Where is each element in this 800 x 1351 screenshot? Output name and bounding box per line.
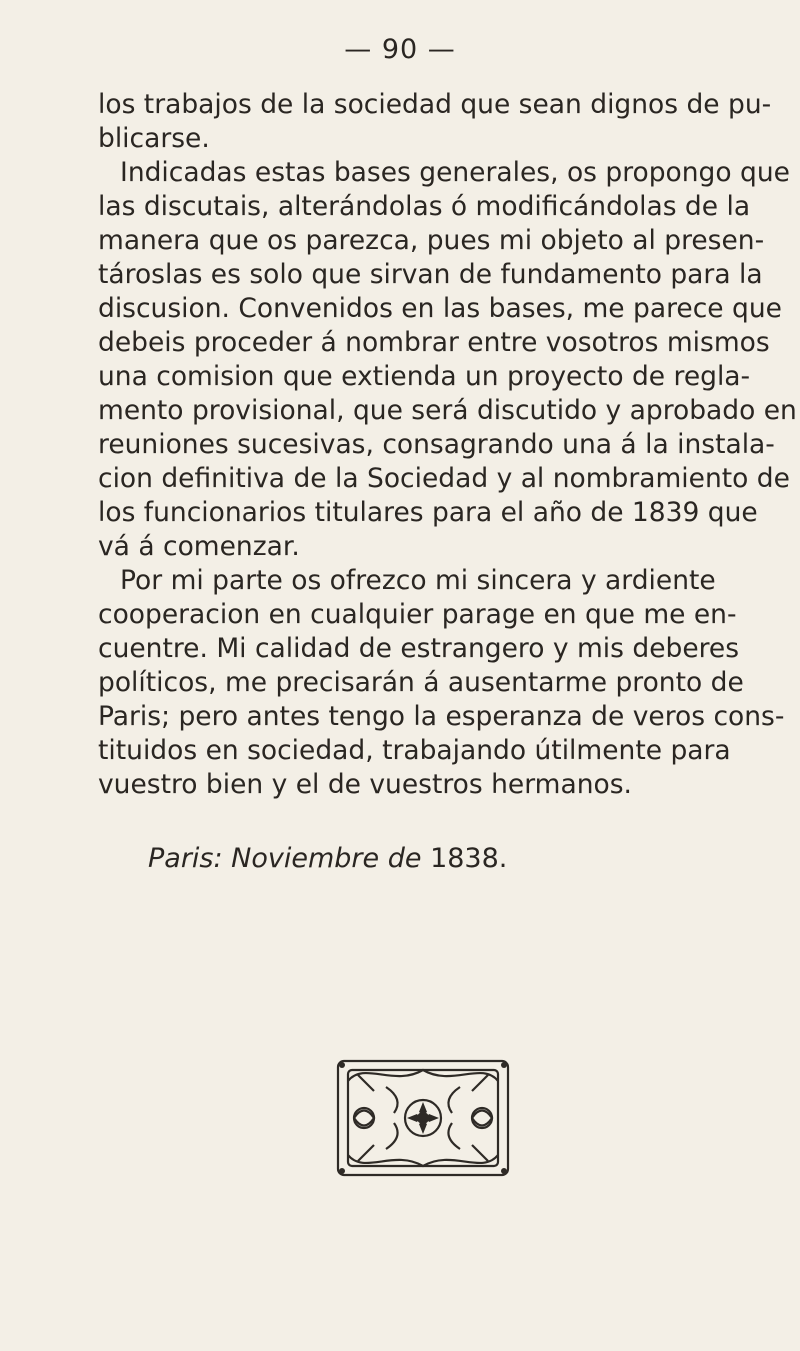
text-line: cooperacion en cualquier parage en que me en- bbox=[98, 599, 737, 630]
text-line: cion definitiva de la Sociedad y al nombramiento de bbox=[98, 463, 790, 494]
text-line: cuentre. Mi calidad de estrangero y mis deberes bbox=[98, 633, 740, 664]
text-line: una comision que extienda un proyecto de regla- bbox=[98, 361, 751, 392]
text-line: Por mi parte os ofrezco mi sincera y ardiente bbox=[120, 565, 716, 596]
text-line: vá á comenzar. bbox=[98, 531, 300, 562]
text-line: Paris; pero antes tengo la esperanza de veros cons- bbox=[98, 701, 785, 732]
text-line: políticos, me precisarán á ausentarme pronto de bbox=[98, 667, 744, 698]
text-line: manera que os parezca, pues mi objeto al presen- bbox=[98, 225, 765, 256]
signature-date bbox=[148, 843, 507, 874]
text-line: tároslas es solo que sirvan de fundamento para la bbox=[98, 259, 763, 290]
text-line: los funcionarios titulares para el año de 1839 que bbox=[98, 497, 758, 528]
signature-place: Paris: Noviembre de bbox=[148, 843, 422, 874]
text-line: vuestro bien y el de vuestros hermanos. bbox=[98, 769, 632, 800]
text-line: los trabajos de la sociedad que sean dignos de pu- bbox=[98, 89, 772, 120]
text-line: discusion. Convenidos en las bases, me parece que bbox=[98, 293, 782, 324]
text-line: reuniones sucesivas, consagrando una á la instala- bbox=[98, 429, 775, 460]
text-line: mento provisional, que será discutido y aprobado en bbox=[98, 395, 797, 426]
page-number: — 90 — bbox=[344, 34, 456, 65]
text-line: blicarse. bbox=[98, 123, 210, 154]
signature-year: 1838. bbox=[430, 843, 508, 874]
text-line: tituidos en sociedad, trabajando útilmente para bbox=[98, 735, 731, 766]
text-line: Indicadas estas bases generales, os propongo que bbox=[120, 157, 790, 188]
text-line: las discutais, alterándolas ó modificándolas de la bbox=[98, 191, 751, 222]
decorative-ornament bbox=[334, 1057, 512, 1179]
text-line: debeis proceder á nombrar entre vosotros mismos bbox=[98, 327, 770, 358]
